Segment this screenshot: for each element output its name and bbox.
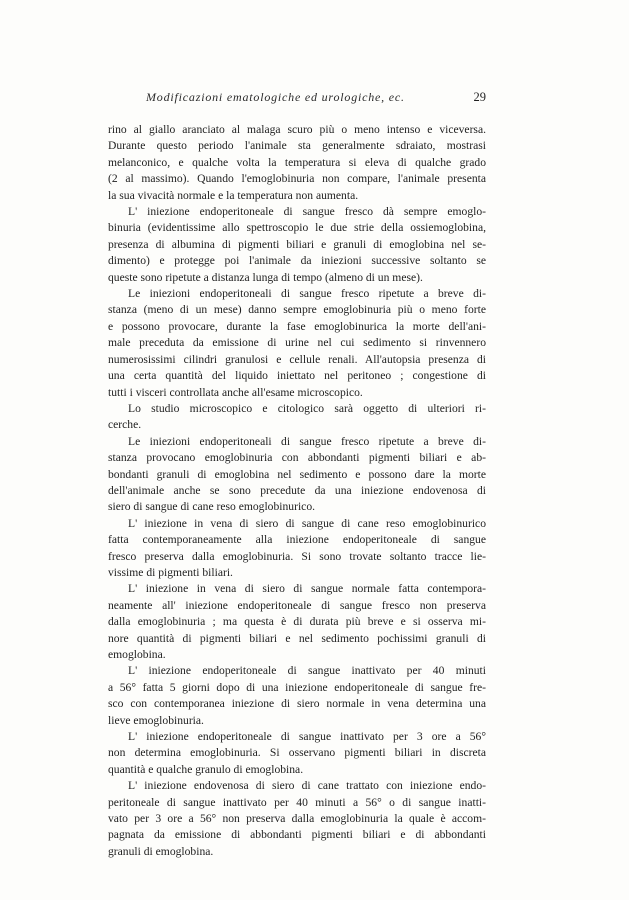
text-line: Le iniezioni endoperitoneali di sangue fresco ripetute a breve di- xyxy=(128,287,486,301)
paragraph xyxy=(108,729,486,778)
paragraph xyxy=(108,663,486,729)
text-line: pagnata da emissione di abbondanti pigmenti biliari e di abbondanti xyxy=(108,828,486,842)
text-line: neamente all' iniezione endoperitoneale di sangue fresco non preserva xyxy=(108,598,486,612)
text-line: stanza provocano emoglobinuria con abbondanti pigmenti biliari e ab- xyxy=(108,451,486,465)
text-line: granuli di emoglobina. xyxy=(108,844,214,858)
running-title: Modificazioni ematologiche ed urologiche, ec. xyxy=(146,90,405,104)
text-line: L' iniezione endoperitoneale di sangue fresco dà sempre emoglo- xyxy=(128,205,486,219)
text-line: fresco preserva dalla emoglobinuria. Si sono trovate soltanto tracce lie- xyxy=(108,549,486,563)
text-line: rino al giallo aranciato al malaga scuro più o meno intenso e viceversa. xyxy=(108,123,486,136)
text-line: binuria (evidentissime allo spettroscopio le due strie della ossiemoglobina, xyxy=(108,221,486,235)
text-line: L' iniezione endoperitoneale di sangue inattivato per 3 ore a 56° xyxy=(128,730,486,744)
text-line: vato per 3 ore a 56° non preserva dalla emoglobinuria la quale è accom- xyxy=(108,812,486,826)
text-line: stanza (meno di un mese) danno sempre emoglobinuria più o meno forte xyxy=(108,303,486,317)
text-line: vissime di pigmenti biliari. xyxy=(108,565,233,579)
paragraph xyxy=(108,286,486,401)
paragraph xyxy=(108,122,486,204)
text-line: dalla emoglobinuria ; ma questa è di durata più breve e si osserva mi- xyxy=(108,615,486,629)
text-line: Durante questo periodo l'animale sta generalmente sdraiato, mostrasi xyxy=(108,139,486,153)
text-line: lieve emoglobinuria. xyxy=(108,713,204,727)
paragraph xyxy=(108,204,486,286)
text-line: cerche. xyxy=(108,418,142,432)
text-line: L' iniezione in vena di siero di sangue normale fatta contempora- xyxy=(128,582,486,596)
paragraph xyxy=(108,516,486,582)
text-line: siero di sangue di cane reso emoglobinurico. xyxy=(108,500,316,514)
text-line: male preceduta da emissione di urine nel cui sedimento si rinvennero xyxy=(108,336,486,350)
text-line: la sua vivacità normale e la temperatura non aumenta. xyxy=(108,188,359,202)
paragraph xyxy=(108,434,486,516)
text-line: dimento) e protegge poi l'animale da iniezioni successive soltanto se xyxy=(108,254,486,268)
text-line: tutti i visceri controllata anche all'esame microscopico. xyxy=(108,385,363,399)
text-line: L' iniezione endovenosa di siero di cane trattato con iniezione endo- xyxy=(128,779,486,793)
text-line: (2 al massimo). Quando l'emoglobinuria non compare, l'animale presenta xyxy=(108,172,486,186)
text-line: numerosissimi cilindri granulosi e cellule renali. All'autopsia presenza di xyxy=(108,352,486,366)
page-number: 29 xyxy=(473,90,486,104)
page-header xyxy=(108,90,486,106)
paragraph xyxy=(108,778,486,860)
text-line: presenza di albumina di pigmenti biliari e granuli di emoglobina nel se- xyxy=(108,237,486,251)
text-line: bondanti granuli di emoglobina nel sedimento e possono dare la morte xyxy=(108,467,486,481)
text-line: sco con contemporanea iniezione di siero normale in vena determina una xyxy=(108,697,486,711)
text-line: L' iniezione endoperitoneale di sangue inattivato per 40 minuti xyxy=(128,664,486,678)
text-line: fatta contemporaneamente alla iniezione endoperitoneale di sangue xyxy=(108,533,486,547)
text-line: nore quantità di pigmenti biliari e nel sedimento pochissimi granuli di xyxy=(108,631,486,645)
paragraph xyxy=(108,581,486,663)
text-line: Lo studio microscopico e citologico sarà oggetto di ulteriori ri- xyxy=(128,401,486,415)
text-line: peritoneale di sangue inattivato per 40 minuti a 56° o di sangue inatti- xyxy=(108,795,486,809)
text-line: L' iniezione in vena di siero di sangue di cane reso emoglobinurico xyxy=(128,516,486,530)
text-line: emoglobina. xyxy=(108,648,166,661)
text-line: una certa quantità del liquido iniettato nel peritoneo ; congestione di xyxy=(108,369,486,383)
text-line: e possono provocare, durante la fase emoglobinurica la morte dell'ani- xyxy=(108,319,486,333)
text-line: Le iniezioni endoperitoneali di sangue fresco ripetute a breve di- xyxy=(128,434,486,448)
text-line: queste sono ripetute a distanza lunga di tempo (almeno di un mese). xyxy=(108,270,423,284)
body-text xyxy=(108,122,486,860)
text-line: a 56° fatta 5 giorni dopo di una iniezione endoperitoneale di sangue fre- xyxy=(108,680,486,694)
paragraph xyxy=(108,401,486,434)
text-line: non determina emoglobinuria. Si osservano pigmenti biliari in discreta xyxy=(108,746,486,760)
text-line: melanconico, e qualche volta la temperatura si eleva di qualche grado xyxy=(108,155,486,169)
text-line: dell'animale anche se sono precedute da una iniezione endovenosa di xyxy=(108,483,486,497)
text-line: quantità e qualche granulo di emoglobina. xyxy=(108,762,304,776)
